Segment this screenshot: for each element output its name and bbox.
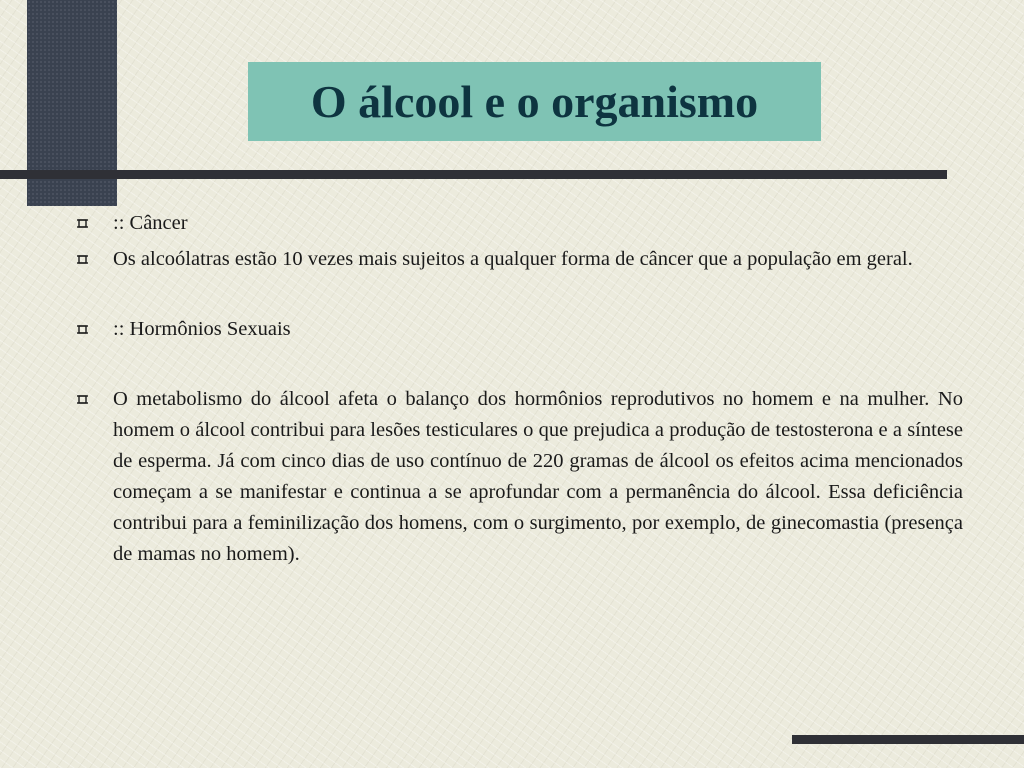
square-bullet-icon <box>77 394 88 405</box>
title-box <box>248 62 821 141</box>
bullet-text: :: Hormônios Sexuais <box>113 318 291 340</box>
square-bullet-icon <box>77 254 88 265</box>
bullet-text: O metabolismo do álcool afeta o balanço dos hormônios reprodutivos no homem e na mulher. No homem o álcool contribui para lesões testiculares o que prejudica a produção de testosterona e a síntese de esperma. Já com cinco dias de uso contínuo de 220 gramas de álcool os efeitos acima mencionados começam a se manifestar e continua a se aprofundar com a permanência do álcool. Essa deficiência contribui para a feminilização dos homens, com o surgimento, por exemplo, de ginecomastia (presença de mamas no homem). <box>113 388 963 565</box>
bullet-text: :: Câncer <box>113 212 188 234</box>
bullet-item-hormones-text <box>77 384 963 570</box>
bullet-item-hormones-heading <box>77 314 963 345</box>
decorative-top-rule <box>0 170 947 179</box>
slide-title: O álcool e o organismo <box>310 76 759 127</box>
decorative-bottom-rule <box>792 735 1024 744</box>
bullet-item-cancer-text <box>77 244 963 275</box>
bullet-list <box>77 208 963 570</box>
bullet-text: Os alcoólatras estão 10 vezes mais sujeitos a qualquer forma de câncer que a população em geral. <box>113 248 913 270</box>
square-bullet-icon <box>77 218 88 229</box>
square-bullet-icon <box>77 324 88 335</box>
bullet-item-cancer-heading <box>77 208 963 239</box>
